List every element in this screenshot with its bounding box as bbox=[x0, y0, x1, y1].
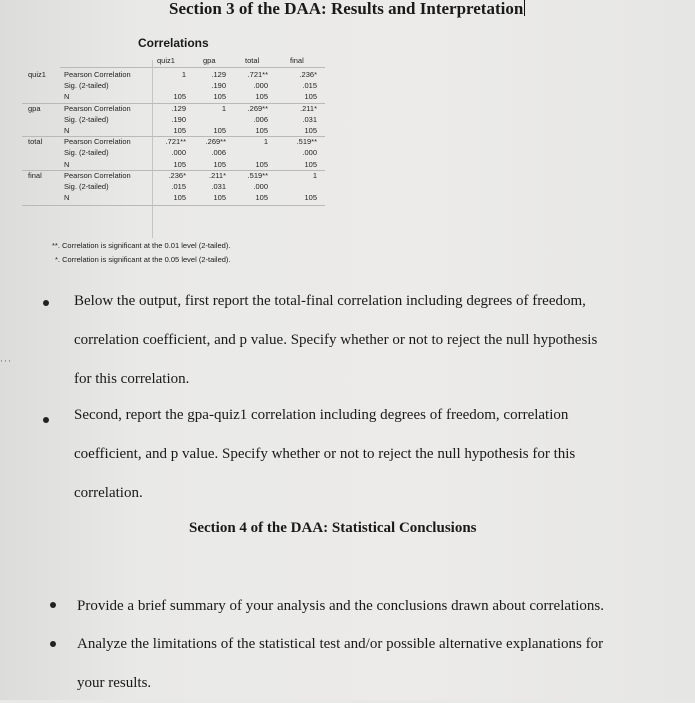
table-cell: 1 bbox=[312, 170, 317, 180]
table-cell: 105 bbox=[173, 159, 186, 169]
table-cell: .211* bbox=[209, 170, 226, 180]
table-cell: .000 bbox=[171, 148, 186, 158]
bullet-dot-3 bbox=[50, 602, 56, 608]
group-label: final bbox=[28, 170, 42, 180]
table-cell: 105 bbox=[173, 92, 186, 102]
table-cell: .000 bbox=[253, 182, 268, 191]
table-cell: 105 bbox=[173, 126, 186, 135]
table-cell: .031 bbox=[211, 182, 226, 191]
table-cell: 105 bbox=[304, 159, 317, 169]
section3-title: Section 3 of the DAA: Results and Interpretation bbox=[169, 0, 524, 18]
bullet-dot-1 bbox=[43, 300, 49, 306]
group-label: quiz1 bbox=[28, 70, 46, 79]
bullet-summary bbox=[77, 587, 677, 626]
table-cell: 105 bbox=[213, 193, 226, 203]
table-cell: 1 bbox=[221, 103, 226, 113]
bullet-line: Second, report the gpa-quiz1 correlation including degrees of freedom, correlation bbox=[74, 407, 569, 423]
table-cell: .236* bbox=[299, 70, 317, 79]
header-rule bbox=[60, 67, 325, 68]
table-cell: 105 bbox=[213, 159, 226, 169]
column-header: quiz1 bbox=[157, 56, 175, 65]
section4-title: Section 4 of the DAA: Statistical Conclusions bbox=[189, 520, 477, 536]
table-cell: .006 bbox=[211, 148, 226, 158]
table-cell: 105 bbox=[255, 126, 268, 135]
table-cell: .721** bbox=[165, 137, 186, 147]
table-cell: 105 bbox=[304, 193, 317, 203]
bullet-line: correlation coefficient, and p value. Specify whether or not to reject the null hypothesis bbox=[74, 332, 598, 348]
table-cell: 105 bbox=[213, 92, 226, 102]
table-cell: 105 bbox=[255, 193, 268, 203]
table-cell: .015 bbox=[302, 81, 317, 91]
table-cell: .519** bbox=[296, 137, 317, 147]
row-label: N bbox=[64, 159, 70, 169]
row-label: Pearson Correlation bbox=[64, 170, 131, 180]
table-cell: 1 bbox=[263, 137, 268, 147]
group-label: gpa bbox=[28, 103, 41, 113]
bullet-dot-4 bbox=[50, 641, 56, 647]
bullet-limitations bbox=[77, 625, 677, 703]
bullet-line: Provide a brief summary of your analysis and the conclusions drawn about correlations. bbox=[77, 598, 604, 614]
table-cell: .129 bbox=[211, 70, 226, 79]
table-cell: .519** bbox=[247, 170, 268, 180]
table-cell: 105 bbox=[255, 159, 268, 169]
row-label: Pearson Correlation bbox=[64, 137, 131, 147]
table-cell: .000 bbox=[253, 81, 268, 91]
bullet-line: correlation. bbox=[74, 485, 143, 501]
row-label: Pearson Correlation bbox=[64, 70, 131, 79]
bullet-dot-2 bbox=[43, 417, 49, 423]
footnote-005: *. Correlation is significant at the 0.05 level (2-tailed). bbox=[55, 255, 231, 264]
table-cell: .031 bbox=[302, 114, 317, 124]
table-cell: 105 bbox=[213, 126, 226, 135]
table-cell: .236* bbox=[168, 170, 186, 180]
bullet-line: Analyze the limitations of the statistical test and/or possible alternative explanations for bbox=[77, 636, 604, 652]
row-label: Sig. (2-tailed) bbox=[64, 182, 109, 191]
bullet-total-final bbox=[74, 282, 674, 399]
table-cell: .269** bbox=[205, 137, 226, 147]
column-header: gpa bbox=[203, 56, 216, 65]
row-label: Sig. (2-tailed) bbox=[64, 81, 109, 91]
margin-ellipsis: ··· bbox=[0, 356, 12, 366]
text-cursor bbox=[524, 0, 525, 16]
bullet-gpa-quiz1 bbox=[74, 396, 674, 513]
table-cell: .006 bbox=[253, 114, 268, 124]
correlations-table-title: Correlations bbox=[138, 36, 209, 50]
table-cell: .190 bbox=[171, 114, 186, 124]
row-label: Sig. (2-tailed) bbox=[64, 148, 109, 158]
bullet-line: your results. bbox=[77, 675, 152, 691]
table-cell: .190 bbox=[211, 81, 226, 91]
table-cell: .211* bbox=[300, 103, 317, 113]
table-cell: 105 bbox=[173, 193, 186, 203]
bullet-line: Below the output, first report the total-final correlation including degrees of freedom, bbox=[74, 293, 586, 309]
table-cell: .269** bbox=[247, 103, 268, 113]
table-cell: 105 bbox=[304, 92, 317, 102]
table-cell: 1 bbox=[181, 70, 186, 79]
table-cell: .015 bbox=[171, 182, 186, 191]
table-cell: .000 bbox=[302, 148, 317, 158]
row-label: N bbox=[64, 92, 70, 102]
group-label: total bbox=[28, 137, 43, 147]
table-cell: .129 bbox=[171, 103, 186, 113]
column-header: final bbox=[290, 56, 304, 65]
row-label: N bbox=[64, 126, 70, 135]
row-label: N bbox=[64, 193, 70, 203]
bullet-line: coefficient, and p value. Specify whether or not to reject the null hypothesis for this bbox=[74, 446, 576, 462]
footnote-001: **. Correlation is significant at the 0.01 level (2-tailed). bbox=[52, 241, 231, 250]
row-label: Pearson Correlation bbox=[64, 103, 131, 113]
table-cell: .721** bbox=[247, 70, 268, 79]
bullet-line: for this correlation. bbox=[74, 371, 190, 387]
table-cell: 105 bbox=[255, 92, 268, 102]
row-label: Sig. (2-tailed) bbox=[64, 114, 109, 124]
table-bottom-rule bbox=[22, 205, 325, 206]
table-cell: 105 bbox=[304, 126, 317, 135]
column-header: total bbox=[245, 56, 260, 65]
